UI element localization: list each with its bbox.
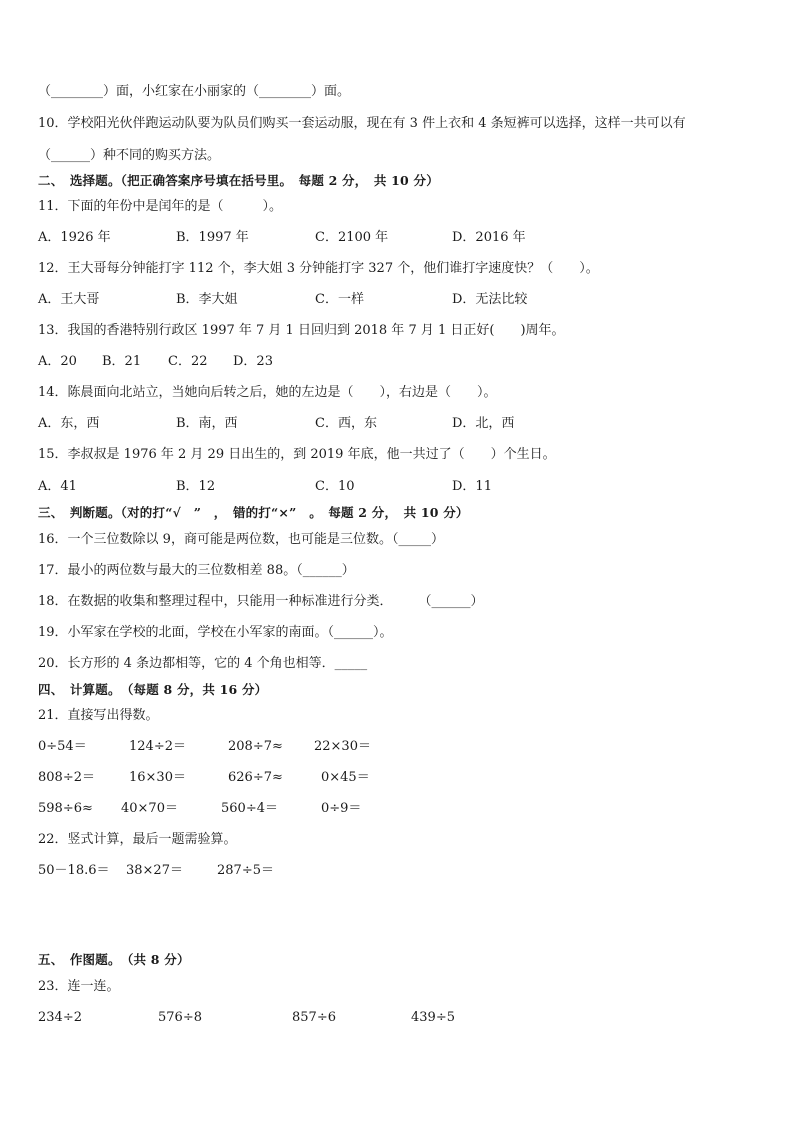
q11-option-b: B．1997 年: [176, 230, 249, 245]
q23-stem: 23．连一连。: [38, 979, 120, 994]
q21-expr: 0÷54＝: [38, 739, 87, 754]
q11-stem: 11．下面的年份中是闰年的是（ ）。: [38, 199, 283, 214]
q21-expr: 598÷6≈: [38, 801, 93, 816]
q23-expr: 234÷2: [38, 1010, 82, 1025]
q21-expr: 808÷2＝: [38, 770, 95, 785]
q13-option-c: C．22: [168, 354, 208, 369]
q13-option-d: D．23: [233, 354, 273, 369]
section2-header: 二、 选择题。（把正确答案序号填在括号里。 每题 2 分， 共 10 分）: [38, 173, 439, 188]
q23-expr: 857÷6: [292, 1010, 336, 1025]
q15-option-d: D．11: [452, 479, 492, 494]
q21-expr: 22×30＝: [314, 739, 371, 754]
q14-option-c: C．西，东: [315, 416, 377, 431]
q20: 20．长方形的 4 条边都相等，它的 4 个角也相等．_____: [38, 656, 368, 671]
q12-stem: 12．王大哥每分钟能打字 112 个，李大姐 3 分钟能打字 327 个，他们谁打字速度快？（ ）。: [38, 261, 599, 276]
q15-option-b: B．12: [176, 479, 216, 494]
q14-option-a: A．东，西: [38, 416, 100, 431]
q21-expr: 16×30＝: [129, 770, 186, 785]
q19: 19．小军家在学校的北面，学校在小军家的南面。（______）。: [38, 625, 393, 640]
q21-expr: 124÷2＝: [129, 739, 186, 754]
q23-expr: 439÷5: [411, 1010, 455, 1025]
q16: 16．一个三位数除以 9，商可能是两位数，也可能是三位数。（_____）: [38, 532, 444, 547]
q21-expr: 0÷9＝: [321, 801, 362, 816]
q12-option-a: A．王大哥: [38, 292, 100, 307]
q10-line1: 10．学校阳光伙伴跑运动队要为队员们购买一套运动服，现在有 3 件上衣和 4 条短裤可以选择，这样一共可以有: [38, 116, 686, 131]
section3-header: 三、 判断题。（对的打“√ ” ， 错的打“×” 。 每题 2 分， 共 10 分）: [38, 505, 469, 520]
q12-option-b: B．李大姐: [176, 292, 238, 307]
q12-option-c: C．一样: [315, 292, 364, 307]
q15-option-a: A．41: [38, 479, 77, 494]
section4-header: 四、 计算题。 （每题 8 分，共 16 分）: [38, 682, 268, 697]
q21-expr: 560÷4＝: [221, 801, 278, 816]
q21-expr: 626÷7≈: [228, 770, 283, 785]
q13-stem: 13．我国的香港特别行政区 1997 年 7 月 1 日回归到 2018 年 7 月 1 日正好( )周年。: [38, 323, 565, 338]
q22-stem: 22．竖式计算，最后一题需验算。: [38, 832, 237, 847]
q12-option-d: D．无法比较: [452, 292, 528, 307]
q18: 18．在数据的收集和整理过程中，只能用一种标准进行分类． （______）: [38, 594, 484, 609]
q22-expr: 50－18.6＝: [38, 863, 110, 878]
q21-expr: 0×45＝: [321, 770, 370, 785]
q13-option-a: A．20: [38, 354, 77, 369]
q10-line2: （______）种不同的购买方法。: [38, 148, 221, 163]
q22-expr: 38×27＝: [126, 863, 183, 878]
q14-stem: 14．陈晨面向北站立，当她向后转之后，她的左边是（ ），右边是（ ）。: [38, 385, 497, 400]
q11-option-c: C．2100 年: [315, 230, 389, 245]
q21-expr: 40×70＝: [121, 801, 178, 816]
q14-option-d: D．北，西: [452, 416, 515, 431]
q14-option-b: B．南，西: [176, 416, 238, 431]
q11-option-a: A．1926 年: [38, 230, 111, 245]
section5-header: 五、 作图题。 （共 8 分）: [38, 952, 190, 967]
q17: 17．最小的两位数与最大的三位数相差 88。（______）: [38, 563, 355, 578]
q22-expr: 287÷5＝: [217, 863, 274, 878]
q13-option-b: B．21: [102, 354, 142, 369]
q23-expr: 576÷8: [158, 1010, 202, 1025]
q21-expr: 208÷7≈: [228, 739, 283, 754]
q15-option-c: C．10: [315, 479, 355, 494]
q9-tail: （________）面，小红家在小丽家的（________）面。: [38, 84, 351, 99]
q15-stem: 15．李叔叔是 1976 年 2 月 29 日出生的，到 2019 年底，他一共过了（ ）个生日。: [38, 447, 556, 462]
q11-option-d: D．2016 年: [452, 230, 526, 245]
q21-stem: 21．直接写出得数。: [38, 708, 159, 723]
